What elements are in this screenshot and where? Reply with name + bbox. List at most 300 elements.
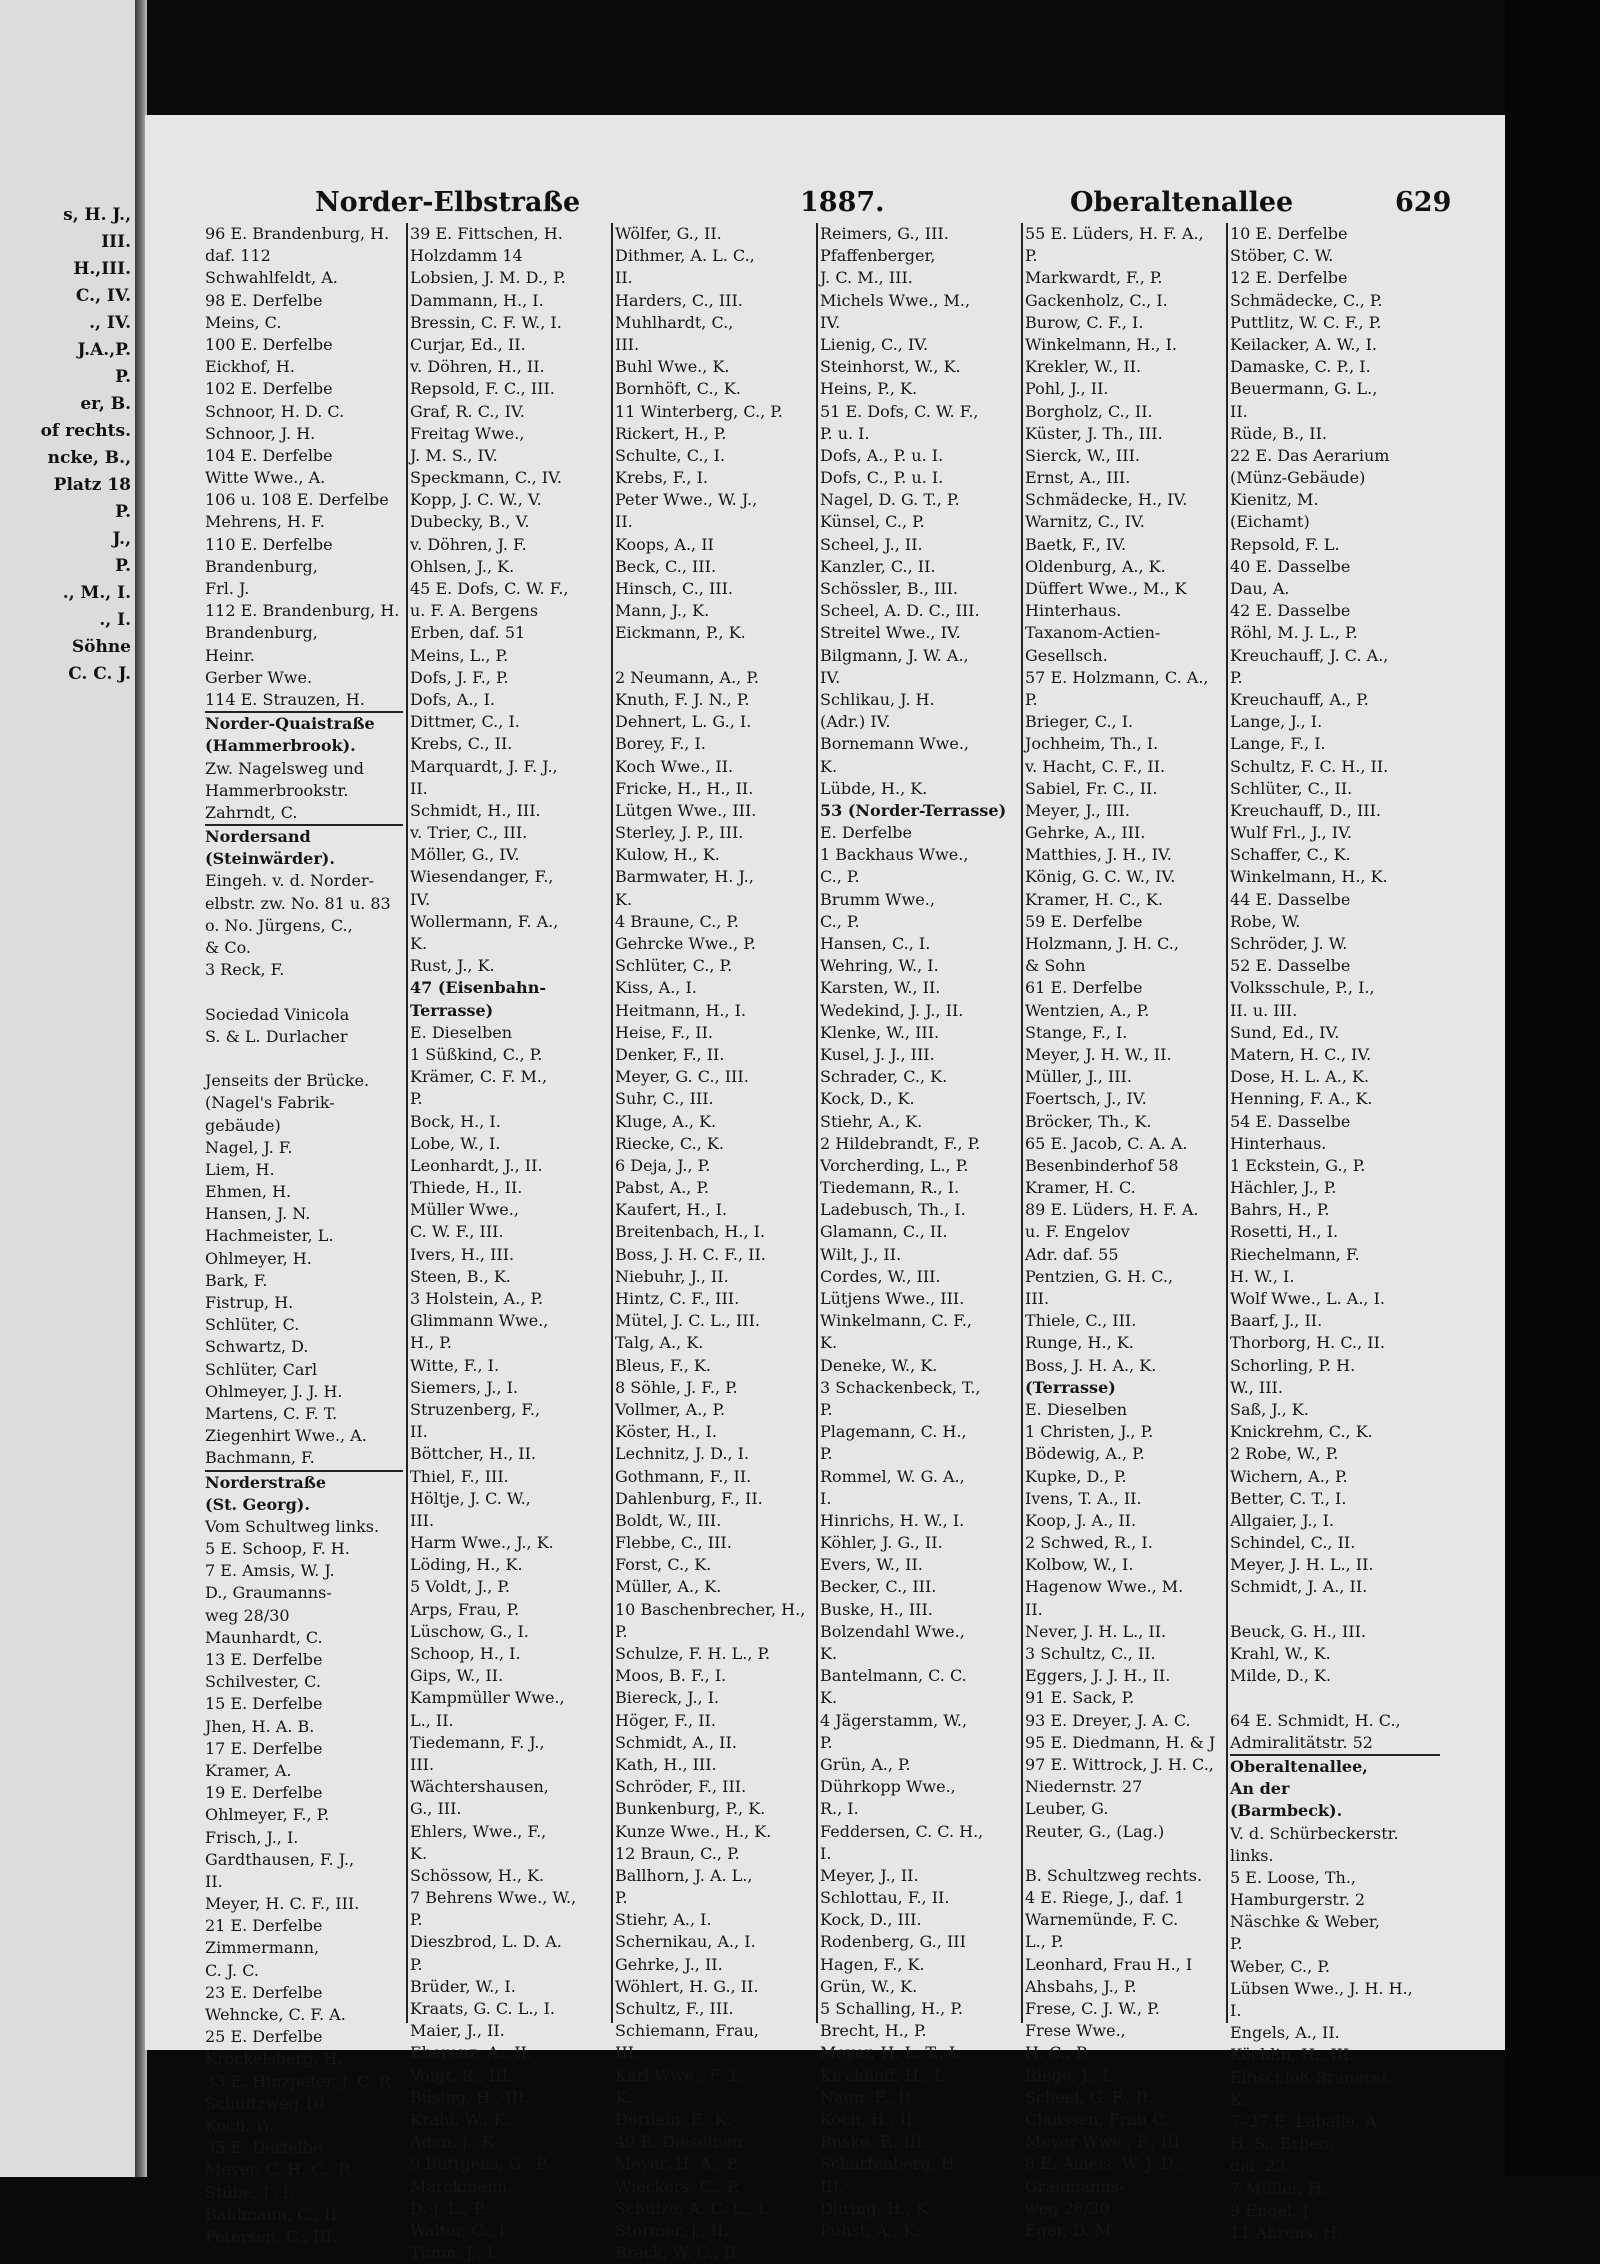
- directory-entry: P.: [615, 1621, 628, 1641]
- directory-entry: Schössow, H., K.: [410, 1865, 545, 1885]
- directory-entry: H. W., I.: [1230, 1266, 1295, 1286]
- directory-entry: 22 E. Das Aerarium: [1230, 445, 1390, 465]
- directory-entry: daf. 23: [1230, 2156, 1286, 2176]
- directory-entry: Admiralitätstr. 52: [1230, 1732, 1440, 1756]
- directory-entry: Curjar, Ed., II.: [410, 334, 526, 354]
- directory-entry: Lienig, C., IV.: [820, 334, 929, 354]
- directory-entry: Scheel, G. F., II.: [1025, 2087, 1154, 2107]
- directory-entry: 21 E. Derfelbe: [205, 1916, 323, 1936]
- directory-entry: Löding, H., K.: [410, 1555, 523, 1575]
- directory-entry: Meyer, J. H. W., II.: [1025, 1044, 1172, 1064]
- directory-entry: (Hammerbrook).: [205, 736, 356, 756]
- directory-entry: Damaske, C. P., I.: [1230, 357, 1371, 377]
- directory-entry: Arps, Frau, P.: [410, 1599, 520, 1619]
- directory-entry: Brecht, H., P.: [820, 2021, 927, 2041]
- directory-entry: III.: [615, 334, 640, 354]
- directory-entry: P. u. I.: [820, 423, 870, 443]
- directory-entry: J. M. S., IV.: [410, 445, 498, 465]
- directory-entry: Schwartz, D.: [205, 1337, 309, 1357]
- directory-entry: Zahrndt, C.: [205, 802, 403, 826]
- directory-entry: 9 Büttgens, G., P.: [410, 2154, 549, 2174]
- directory-entry: Brumm Wwe.,: [820, 889, 935, 909]
- directory-column-2: [410, 223, 608, 2263]
- directory-entry: I.: [820, 1488, 832, 1508]
- directory-entry: Kolbow, W., I.: [1025, 1555, 1134, 1575]
- left-page-fragment: ., IV.: [89, 313, 131, 333]
- directory-entry: 110 E. Derfelbe: [205, 534, 333, 554]
- directory-entry: III.: [820, 2176, 845, 2196]
- directory-entry: 2 Neumann, A., P.: [615, 667, 759, 687]
- directory-entry: Dührkopp Wwe.,: [820, 1777, 956, 1797]
- directory-entry: Aden, J., K.: [410, 2132, 500, 2152]
- directory-entry: Jhen, H. A. B.: [205, 1716, 315, 1736]
- header-left-street: Norder-Elbstraße: [315, 187, 581, 218]
- directory-entry: 104 E. Derfelbe: [205, 445, 333, 465]
- directory-entry: Rodenberg, G., III: [820, 1932, 966, 1952]
- directory-entry: Dofs, A., I.: [410, 689, 495, 709]
- directory-entry: Oldenburg, A., K.: [1025, 556, 1166, 576]
- directory-entry: Dehnert, L. G., I.: [615, 712, 752, 732]
- directory-entry: Bröcker, Th., K.: [1025, 1111, 1152, 1131]
- directory-entry: Gackenholz, C., I.: [1025, 290, 1168, 310]
- directory-entry: Better, C. T., I.: [1230, 1488, 1347, 1508]
- directory-entry: Adr. daf. 55: [1025, 1244, 1119, 1264]
- directory-entry: Schlüter, C., II.: [1230, 778, 1353, 798]
- directory-entry: Pabst, A., P.: [615, 1178, 710, 1198]
- directory-entry: III.: [410, 1510, 435, 1530]
- directory-entry: Dofs, J. F., P.: [410, 667, 509, 687]
- directory-entry: Schmidt, J. A., II.: [1230, 1577, 1368, 1597]
- directory-entry: Heins, P., K.: [820, 379, 918, 399]
- left-page-fragment: Platz 18: [53, 475, 131, 495]
- directory-entry: daf. 112: [205, 246, 271, 266]
- directory-entry: Scheel, J., II.: [820, 534, 923, 554]
- directory-entry: [1230, 1599, 1440, 1621]
- left-page-fragment: ncke, B.,: [47, 448, 131, 468]
- directory-entry: 2 Schwed, R., I.: [1025, 1533, 1153, 1553]
- directory-entry: IV.: [820, 312, 841, 332]
- directory-entry: Krekler, W., II.: [1025, 357, 1142, 377]
- directory-entry: Koch, W.: [205, 2115, 275, 2135]
- directory-entry: 49 E. Dieselben: [615, 2132, 743, 2152]
- directory-entry: Elbschloß-Brauerei,: [1230, 2067, 1392, 2087]
- directory-entry: Holzdamm 14: [410, 246, 523, 266]
- directory-entry: Ohlsen, J., K.: [410, 556, 515, 576]
- left-page-fragment: P.: [115, 367, 131, 387]
- directory-entry: K.: [1230, 2089, 1248, 2109]
- directory-entry: P.: [820, 1444, 833, 1464]
- directory-entry: Knuth, F. J. N., P.: [615, 689, 750, 709]
- directory-entry: Ohlmeyer, J. J. H.: [205, 1381, 343, 1401]
- directory-entry: Bödewig, A., P.: [1025, 1444, 1145, 1464]
- directory-entry: Lütjens Wwe., III.: [820, 1289, 965, 1308]
- directory-entry: Mann, J., K.: [615, 601, 710, 621]
- directory-entry: Eingeh. v. d. Norder-: [205, 871, 375, 891]
- directory-entry: Schwahlfeldt, A.: [205, 268, 338, 288]
- directory-entry: D. J. L., P.: [410, 2198, 487, 2218]
- directory-entry: 93 E. Dreyer, J. A. C.: [1025, 1710, 1191, 1730]
- directory-entry: Bleus, F., K.: [615, 1355, 711, 1375]
- left-page-fragment: J.,: [112, 529, 131, 549]
- directory-entry: 54 E. Dasselbe: [1230, 1111, 1351, 1131]
- directory-entry: Hagen, F., K.: [820, 1954, 925, 1974]
- directory-entry: Rüde, B., II.: [1230, 423, 1327, 443]
- directory-entry: Riecke, C., K.: [615, 1133, 724, 1153]
- left-page-fragment: of rechts.: [40, 421, 131, 441]
- directory-entry: 97 E. Wittrock, J. H. C.,: [1025, 1754, 1214, 1774]
- directory-entry: 5 Schalling, H., P.: [820, 1999, 963, 2018]
- directory-entry: Wiesendanger, F.,: [410, 867, 554, 887]
- directory-entry: Rosetti, H., I.: [1230, 1222, 1339, 1242]
- directory-entry: Wehring, W., I.: [820, 956, 939, 976]
- directory-entry: Karsten, W., II.: [820, 978, 941, 998]
- directory-entry: P.: [1025, 689, 1038, 709]
- directory-entry: Claussen, Frau C.: [1025, 2109, 1170, 2129]
- directory-entry: Runge, H., K.: [1025, 1333, 1134, 1353]
- directory-entry: Hansen, J. N.: [205, 1204, 311, 1224]
- directory-entry: Gips, W., II.: [410, 1666, 504, 1686]
- directory-entry: Peter Wwe., W. J.,: [615, 490, 758, 510]
- directory-entry: Meins, L., P.: [410, 645, 509, 665]
- directory-entry: Erben, daf. 51: [410, 623, 526, 643]
- directory-entry: Vollmer, A., P.: [615, 1399, 726, 1419]
- directory-entry: P.: [615, 1888, 628, 1908]
- directory-entry: Hinrichs, H. W., I.: [820, 1510, 965, 1530]
- directory-entry: Kock, D., K.: [820, 1089, 915, 1109]
- directory-entry: Thiede, H., II.: [410, 1178, 523, 1198]
- directory-entry: Rommel, W. G. A.,: [820, 1466, 965, 1486]
- directory-entry: Dörflein, F., K.: [615, 2109, 732, 2129]
- left-page-edge: [0, 0, 145, 2177]
- directory-entry: 64 E. Schmidt, H. C.,: [1230, 1710, 1401, 1730]
- directory-entry: Mütel, J. C. L., III.: [615, 1311, 760, 1331]
- directory-entry: Grün, A., P.: [820, 1754, 911, 1774]
- column-rule: [1021, 223, 1023, 2023]
- page-number: 629: [1395, 187, 1452, 218]
- directory-entry: K.: [615, 889, 633, 909]
- directory-entry: Dithmer, A. L. C.,: [615, 246, 755, 266]
- directory-entry: o. No. Jürgens, C.,: [205, 915, 353, 935]
- directory-entry: Maunhardt, C.: [205, 1627, 323, 1647]
- directory-entry: Lechnitz, J. D., I.: [615, 1444, 750, 1464]
- directory-entry: Bornhöft, C., K.: [615, 379, 741, 399]
- directory-entry: 15 E. Derfelbe: [205, 1694, 323, 1714]
- directory-entry: 91 E. Sack, P.: [1025, 1688, 1135, 1708]
- directory-entry: Künsel, C., P.: [820, 512, 925, 532]
- directory-entry: Jochheim, Th., I.: [1025, 734, 1159, 754]
- directory-entry: Volksschule, P., I.,: [1230, 978, 1375, 998]
- directory-entry: Schoop, H., I.: [410, 1644, 521, 1663]
- left-page-fragment: H.,III.: [73, 259, 131, 279]
- directory-entry: Möller, G., IV.: [410, 845, 520, 865]
- directory-entry: Petersen, C., III.: [205, 2226, 338, 2246]
- directory-entry: Schindel, C., II.: [1230, 1533, 1356, 1553]
- directory-entry: Lobe, W., I.: [410, 1133, 501, 1153]
- directory-entry: Kramer, H. C.: [1025, 1178, 1136, 1198]
- directory-entry: Ohlmeyer, F., P.: [205, 1805, 330, 1825]
- directory-entry: 10 Baschenbrecher, H.,: [615, 1599, 806, 1619]
- directory-entry: E. Dieselben: [1025, 1399, 1128, 1419]
- directory-entry: R., I.: [820, 1799, 859, 1819]
- directory-entry: Gardthausen, F. J.,: [205, 1849, 355, 1869]
- directory-entry: P.: [820, 1399, 833, 1419]
- directory-entry: Schaffer, C., K.: [1230, 845, 1351, 865]
- directory-entry: Norder-Quaistraße: [205, 714, 375, 734]
- directory-entry: Wächtershausen,: [410, 1777, 549, 1797]
- directory-entry: Sierck, W., III.: [1025, 445, 1140, 465]
- left-page-fragment: Söhne: [71, 637, 131, 657]
- directory-entry: 42 E. Dasselbe: [1230, 601, 1351, 621]
- directory-entry: Engels, A., II.: [1230, 2023, 1340, 2043]
- directory-entry: Gerber Wwe.: [205, 667, 313, 687]
- directory-entry: H., P.: [410, 1333, 452, 1353]
- directory-entry: Cordes, W., III.: [820, 1266, 941, 1286]
- directory-entry: Ohlmeyer, H.: [205, 1248, 312, 1268]
- directory-entry: Walter, C., I.: [410, 2220, 511, 2240]
- directory-entry: Schilvester, C.: [205, 1672, 321, 1692]
- directory-entry: [1230, 1687, 1440, 1709]
- directory-entry: Wolf Wwe., L. A., I.: [1230, 1289, 1385, 1308]
- directory-entry: Winkelmann, H., K.: [1230, 867, 1388, 887]
- directory-entry: Taxanom-Actien-: [1025, 623, 1161, 643]
- left-page-fragment: er, B.: [80, 394, 131, 414]
- directory-entry: Never, J. H. L., II.: [1025, 1621, 1167, 1641]
- directory-entry: Ivers, H., III.: [410, 1244, 515, 1264]
- directory-entry: Winkelmann, C. F.,: [820, 1311, 972, 1331]
- directory-entry: Meyer Wwe., F., III: [1025, 2132, 1180, 2152]
- directory-entry: Naun, F., II.: [820, 2087, 916, 2107]
- directory-entry: Röhl, M. J. L., P.: [1230, 623, 1358, 643]
- directory-entry: Plagemann, C. H.,: [820, 1422, 967, 1442]
- directory-entry: II.: [205, 1871, 223, 1891]
- directory-entry: Müller, J., III.: [1025, 1067, 1132, 1087]
- directory-entry: Ballhorn, J. A. L.,: [615, 1865, 753, 1885]
- directory-entry: III.: [1025, 1289, 1050, 1308]
- directory-entry: Kluge, A., K.: [615, 1111, 717, 1131]
- directory-entry: Wehncke, C. F. A.: [205, 2005, 346, 2024]
- directory-entry: Dammann, H., I.: [410, 290, 544, 310]
- directory-entry: Besenbinderhof 58: [1025, 1155, 1179, 1175]
- directory-entry: Kreuchauff, A., P.: [1230, 689, 1369, 709]
- directory-entry: Siemers, J., I.: [410, 1377, 519, 1397]
- directory-entry: Hinterhaus.: [1025, 601, 1122, 621]
- directory-entry: S. & L. Durlacher: [205, 1026, 348, 1046]
- directory-entry: Krebs, F., I.: [615, 468, 708, 488]
- directory-entry: Denker, F., II.: [615, 1044, 725, 1064]
- directory-entry: 3 Reck, F.: [205, 960, 285, 980]
- directory-entry: Lübsen Wwe., J. H. H.,: [1230, 1978, 1413, 1998]
- directory-entry: [1025, 1843, 1223, 1865]
- directory-entry: Kusel, J. J., III.: [820, 1044, 935, 1064]
- column-rule: [611, 223, 613, 2023]
- directory-entry: Dofs, C., P. u. I.: [820, 468, 944, 488]
- directory-entry: v. Hacht, C. F., II.: [1025, 756, 1166, 776]
- directory-entry: Schulze, A. C. L., I.: [615, 2198, 770, 2218]
- directory-entry: & Co.: [205, 938, 252, 957]
- directory-entry: II.: [615, 512, 633, 532]
- directory-entry: gebäude): [205, 1115, 281, 1135]
- directory-column-1: [205, 223, 403, 2246]
- directory-entry: Lütgen Wwe., III.: [615, 800, 757, 820]
- directory-entry: König, G. C. W., IV.: [1025, 867, 1176, 887]
- directory-entry: Schmädecke, C., P.: [1230, 290, 1383, 310]
- directory-entry: Norderstraße: [205, 1472, 327, 1492]
- directory-entry: Weber, C., P.: [1230, 1956, 1330, 1976]
- directory-entry: (Steinwärder).: [205, 849, 335, 869]
- directory-entry: Brüder, W., I.: [410, 1976, 516, 1996]
- directory-entry: Schmidt, A., II.: [615, 1732, 737, 1752]
- directory-entry: Burow, C. F., I.: [1025, 312, 1144, 332]
- directory-entry: Ivens, T. A., II.: [1025, 1488, 1142, 1508]
- directory-entry: Ladebusch, Th., I.: [820, 1200, 966, 1220]
- directory-entry: Dahlenburg, F., II.: [615, 1488, 763, 1508]
- directory-entry: E. Dieselben: [410, 1022, 513, 1042]
- directory-entry: C. J. C.: [205, 1960, 259, 1980]
- directory-entry: Glamann, C., II.: [820, 1222, 948, 1242]
- directory-entry: Ehmen, H.: [205, 1182, 292, 1202]
- directory-entry: Barmwater, H. J.,: [615, 867, 754, 887]
- left-page-fragment: III.: [101, 232, 131, 252]
- directory-entry: (Münz-Gebäude): [1230, 468, 1366, 488]
- directory-entry: Moos, B. F., I.: [615, 1666, 727, 1686]
- directory-entry: Kreuchauff, D., III.: [1230, 800, 1382, 820]
- directory-entry: 4 E. Riege, J., daf. 1: [1025, 1888, 1185, 1908]
- directory-entry: Dofs, A., P. u. I.: [820, 445, 944, 465]
- directory-entry: Lobsien, J. M. D., P.: [410, 268, 566, 288]
- directory-entry: Forst, C., K.: [615, 1555, 712, 1575]
- directory-entry: Köhler, J. G., II.: [820, 1533, 943, 1553]
- directory-entry: Baarf, J., II.: [1230, 1311, 1323, 1331]
- directory-entry: Steen, B., K.: [410, 1266, 511, 1286]
- directory-entry: weg 28/30: [205, 1605, 290, 1625]
- directory-entry: 1 Süßkind, C., P.: [410, 1044, 543, 1064]
- directory-columns: [205, 223, 1445, 2263]
- directory-entry: Martens, C. F. T.: [205, 1403, 338, 1423]
- directory-entry: (St. Georg).: [205, 1494, 310, 1514]
- directory-entry: Borgholz, C., II.: [1025, 401, 1153, 421]
- directory-entry: Kreuchauff, J. C. A.,: [1230, 645, 1389, 665]
- directory-entry: Ehlers, Wwe., F.,: [410, 1821, 547, 1841]
- directory-entry: Bark, F.: [205, 1270, 268, 1290]
- directory-entry: Fricke, H., H., II.: [615, 778, 754, 798]
- directory-entry: Meyer, J. H. L., II.: [1230, 1555, 1374, 1575]
- left-page-fragment: ., M., I.: [62, 583, 131, 603]
- directory-entry: Schiemann, Frau,: [615, 2021, 759, 2041]
- directory-entry: Schrader, C., K.: [820, 1067, 948, 1087]
- directory-entry: 57 E. Holzmann, C. A.,: [1025, 667, 1209, 687]
- directory-entry: Kath, H., III.: [615, 1754, 717, 1774]
- directory-entry: Koch, H., II.: [820, 2109, 918, 2129]
- directory-entry: Brieger, C., I.: [1025, 712, 1134, 732]
- directory-entry: Dubecky, B., V.: [410, 512, 530, 532]
- directory-column-6: [1230, 223, 1440, 2242]
- directory-entry: Klenke, W., III.: [820, 1022, 940, 1042]
- directory-entry: Schlüter, C., P.: [615, 956, 733, 976]
- directory-entry: Becker, C., III.: [820, 1577, 937, 1597]
- directory-entry: Brandenburg,: [205, 556, 318, 576]
- directory-entry: Heinr.: [205, 645, 255, 665]
- directory-entry: Brandenburg,: [205, 623, 318, 643]
- left-page-fragment: s, H. J.,: [63, 205, 131, 225]
- directory-entry: Stiehr, A., I.: [615, 1910, 712, 1930]
- directory-entry: Bachmann, F.: [205, 1447, 403, 1471]
- directory-entry: 96 E. Brandenburg, H.: [205, 224, 390, 243]
- directory-entry: Knickrehm, C., K.: [1230, 1422, 1373, 1442]
- directory-entry: I.: [820, 1843, 832, 1863]
- directory-entry: v. Döhren, J. F.: [410, 534, 527, 554]
- directory-entry: Freitag Wwe.,: [410, 423, 525, 443]
- directory-entry: 98 E. Derfelbe: [205, 290, 323, 310]
- directory-column-4: [820, 223, 1018, 2240]
- left-page-fragment: C., IV.: [75, 286, 131, 306]
- directory-entry: u. F. A. Bergens: [410, 601, 539, 621]
- directory-entry: Kienitz, M.: [1230, 490, 1319, 510]
- directory-entry: Frl. J.: [205, 579, 250, 598]
- directory-entry: P.: [1025, 246, 1038, 266]
- directory-entry: Dau, A.: [1230, 579, 1290, 598]
- directory-entry: 3 Holstein, A., P.: [410, 1289, 544, 1308]
- directory-entry: Koops, A., II: [615, 534, 714, 554]
- directory-entry: C., P.: [820, 911, 860, 931]
- directory-entry: Holzmann, J. H. C.,: [1025, 934, 1179, 953]
- directory-entry: 23 E. Derfelbe: [205, 1982, 323, 2002]
- directory-entry: Schnoor, H. D. C.: [205, 401, 345, 421]
- directory-entry: Fistrup, H.: [205, 1293, 294, 1312]
- directory-entry: Düffert Wwe., M., K: [1025, 579, 1187, 598]
- directory-entry: 100 E. Derfelbe: [205, 334, 333, 354]
- column-rule: [1226, 223, 1228, 2023]
- directory-entry: Heitmann, H., I.: [615, 1000, 747, 1020]
- directory-entry: 25 E. Derfelbe: [205, 2027, 323, 2047]
- directory-entry: Meins, C.: [205, 312, 282, 332]
- directory-entry: Gesellsch.: [1025, 645, 1108, 665]
- directory-entry: Wilt, J., II.: [820, 1244, 902, 1264]
- directory-entry: K.: [820, 756, 838, 776]
- directory-entry: [205, 981, 403, 1003]
- directory-entry: Voigt, R., III.: [410, 2065, 514, 2085]
- directory-entry: Meyer, G. C., III.: [615, 1067, 749, 1087]
- directory-entry: Koch Wwe., II.: [615, 756, 734, 776]
- directory-entry: Pentzien, G. H. C.,: [1025, 1266, 1174, 1286]
- directory-entry: Meyer, H. C. F., III.: [205, 1894, 360, 1914]
- directory-entry: 1 Christen, J., P.: [1025, 1422, 1154, 1442]
- directory-entry: 12 E. Derfelbe: [1230, 268, 1348, 288]
- directory-entry: Bilgmann, J. W. A.,: [820, 645, 969, 665]
- directory-entry: Kirchhoff, H., I.: [820, 2065, 946, 2085]
- directory-entry: Ziegenhirt Wwe., A.: [205, 1426, 367, 1446]
- directory-entry: Ahsbahs, J., P.: [1025, 1976, 1137, 1996]
- directory-entry: Henning, F. A., K.: [1230, 1089, 1373, 1109]
- directory-entry: Scharfenberg, H.,: [820, 2154, 966, 2174]
- directory-entry: Eickmann, P., K.: [615, 623, 746, 643]
- directory-entry: Grün, W., K.: [820, 1976, 918, 1996]
- directory-entry: 7 E. Amsis, W. J.: [205, 1561, 335, 1581]
- directory-entry: C., P.: [820, 867, 860, 887]
- column-rule: [406, 223, 408, 2023]
- directory-entry: weg 28/30: [1025, 2198, 1110, 2218]
- directory-entry: Hamburgerstr. 2: [1230, 1890, 1366, 1910]
- directory-entry: Matthies, J. H., IV.: [1025, 845, 1172, 865]
- directory-entry: Frisch, J., I.: [205, 1827, 299, 1847]
- directory-entry: Schröder, J. W.: [1230, 934, 1348, 953]
- directory-entry: Heise, F., II.: [615, 1022, 713, 1042]
- directory-entry: Leonhardt, J., II.: [410, 1155, 543, 1175]
- directory-entry: Meyer, H. L. T., I.: [820, 2043, 961, 2063]
- directory-entry: Schultzweg 10: [205, 2093, 325, 2113]
- directory-entry: Streitel Wwe., IV.: [820, 623, 961, 643]
- directory-entry: Harders, C., III.: [615, 290, 743, 310]
- scan-border: [1505, 0, 1600, 2177]
